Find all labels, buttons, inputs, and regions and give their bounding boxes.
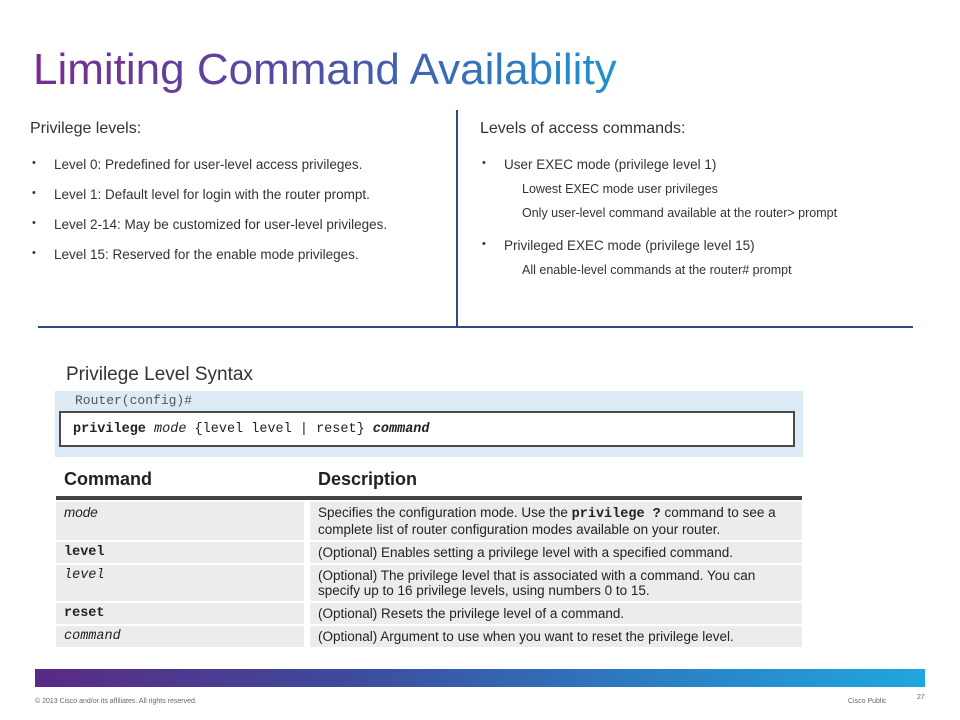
slide-title: Limiting Command Availability [33, 40, 617, 100]
description-text: Specifies the configuration mode. Use the [318, 505, 572, 520]
description-cell: (Optional) Argument to use when you want to reset the privilege level. [310, 626, 802, 647]
description-cell: (Optional) Enables setting a privilege level with a specified command. [310, 542, 802, 563]
command-cell: level [56, 542, 310, 563]
table-row [56, 542, 802, 563]
table-row [56, 565, 802, 601]
sub-item: All enable-level commands at the router# prompt [522, 263, 792, 277]
syntax-command-box [59, 411, 795, 447]
syntax-command-arg: command [372, 422, 430, 437]
command-table [56, 463, 802, 649]
sub-item: Only user-level command available at the router> prompt [522, 206, 838, 220]
privilege-levels-heading: Privilege levels: [30, 120, 142, 137]
syntax-mode: mode [154, 422, 187, 437]
section-divider-left [38, 326, 456, 328]
command-cell: level [56, 565, 310, 601]
access-levels-heading: Levels of access commands: [480, 120, 686, 137]
description-text: command to see a complete list of router configuration modes available on your router. [318, 505, 776, 537]
description-cell: (Optional) Resets the privilege level of a command. [310, 603, 802, 624]
column-header-command: Command [56, 465, 310, 500]
table-row [56, 626, 802, 647]
command-cell: reset [56, 603, 310, 624]
privilege-levels-list [30, 157, 450, 277]
description-cell: (Optional) The privilege level that is associated with a command. You can specify up to 16 privilege levels, using numbers 0 to 15. [310, 565, 802, 601]
syntax-box [55, 391, 803, 457]
classification-text: Cisco Public [848, 698, 887, 705]
list-item: • Level 2-14: May be customized for user-level privileges. [30, 217, 450, 232]
list-item [480, 157, 920, 220]
syntax-keyword: privilege [73, 422, 146, 437]
list-item [480, 238, 920, 277]
copyright-text: © 2013 Cisco and/or its affiliates. All rights reserved. [35, 698, 197, 705]
column-divider [456, 110, 458, 328]
syntax-command [73, 422, 430, 437]
description-code: privilege ? [571, 507, 661, 522]
command-cell: mode [56, 502, 310, 540]
access-levels-list [480, 157, 920, 295]
table-row [56, 502, 802, 540]
column-header-description: Description [310, 465, 802, 500]
table-row [56, 603, 802, 624]
footer-gradient-bar [35, 669, 925, 687]
syntax-args: {level level | reset} [194, 422, 365, 437]
command-cell: command [56, 626, 310, 647]
table-header-row [56, 465, 802, 500]
list-item: • Level 0: Predefined for user-level access privileges. [30, 157, 450, 172]
list-item-text: User EXEC mode (privilege level 1) [504, 157, 717, 172]
list-item: • Level 1: Default level for login with the router prompt. [30, 187, 450, 202]
syntax-title: Privilege Level Syntax [66, 364, 253, 385]
sub-item: Lowest EXEC mode user privileges [522, 182, 718, 196]
description-cell [310, 502, 802, 540]
section-divider-right [458, 326, 913, 328]
page-number: 27 [917, 694, 925, 701]
syntax-prompt: Router(config)# [75, 393, 193, 408]
list-item: • Level 15: Reserved for the enable mode privileges. [30, 247, 450, 262]
list-item-text: Privileged EXEC mode (privilege level 15) [504, 238, 755, 253]
